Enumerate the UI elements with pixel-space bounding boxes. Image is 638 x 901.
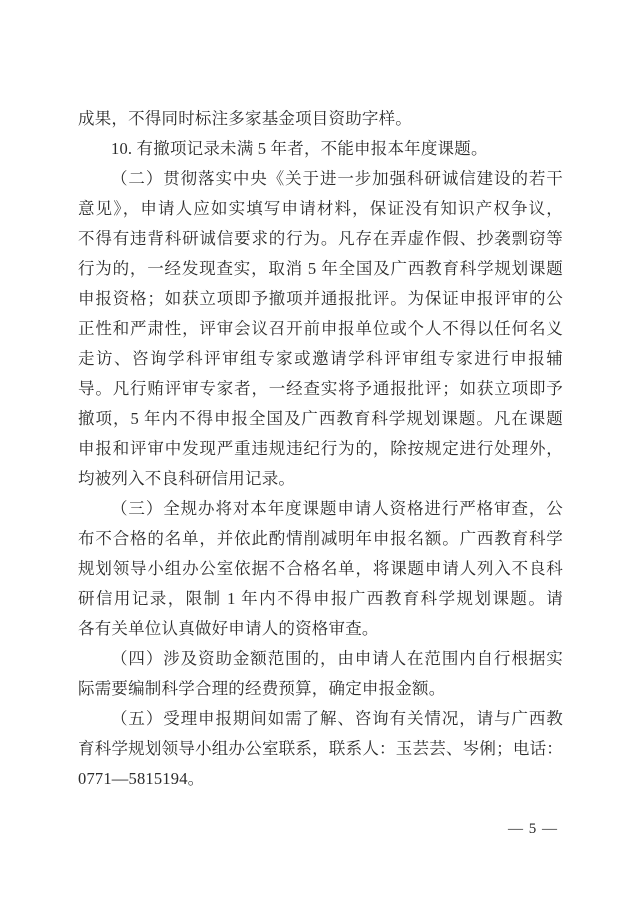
body-line: （二）贯彻落实中央《关于进一步加强科研诚信建设的若干 [111, 169, 563, 188]
body-line: 意见》，申请人应如实填写申请材料，保证没有知识产权争议， [78, 199, 563, 218]
paragraph-continuation [78, 104, 563, 134]
body-line: 10. 有撤项记录未满 5 年者，不能申报本年度课题。 [111, 139, 488, 158]
page-number: — 5 — [508, 821, 558, 837]
body-line: 各有关单位认真做好申请人的资格审查。 [78, 619, 379, 638]
body-line: （四）涉及资助金额范围的，由申请人在范围内自行根据实 [111, 649, 563, 668]
body-text [78, 104, 563, 794]
body-line: 际需要编制科学合理的经费预算，确定申报金额。 [78, 679, 446, 698]
body-line: 申报和评审中发现严重违规违纪行为的，除按规定进行处理外， [78, 439, 563, 458]
body-line: 均被列入不良科研信用记录。 [78, 469, 296, 488]
body-line: 布不合格的名单，并依此酌情削减明年申报名额。广西教育科学 [78, 529, 563, 548]
body-line: 申报资格；如获立项即予撤项并通报批评。为保证申报评审的公 [78, 289, 563, 308]
body-line: 正性和严肃性，评审会议召开前申报单位或个人不得以任何名义 [78, 319, 563, 338]
body-line: 撤项，5 年内不得申报全国及广西教育科学规划课题。凡在课题 [78, 409, 563, 428]
body-line: 不得有违背科研诚信要求的行为。凡存在弄虚作假、抄袭剽窃等 [78, 229, 563, 248]
paragraph-section-4 [78, 644, 563, 704]
paragraph-section-3 [78, 494, 563, 644]
body-line: 行为的，一经发现查实，取消 5 年全国及广西教育科学规划课题 [78, 259, 563, 278]
body-line: 0771—5815194。 [78, 769, 205, 788]
body-line: （五）受理申报期间如需了解、咨询有关情况，请与广西教 [111, 709, 563, 728]
paragraph-section-2 [78, 164, 563, 494]
body-line: 研信用记录，限制 1 年内不得申报广西教育科学规划课题。请 [78, 589, 563, 608]
paragraph-item-10 [78, 134, 563, 164]
paragraph-section-5 [78, 704, 563, 794]
body-line: 育科学规划领导小组办公室联系，联系人：玉芸芸、岑俐；电话： [78, 739, 563, 758]
body-line: 导。凡行贿评审专家者，一经查实将予通报批评；如获立项即予 [78, 379, 563, 398]
body-line: 走访、咨询学科评审组专家或邀请学科评审组专家进行申报辅 [78, 349, 563, 368]
body-line: 成果，不得同时标注多家基金项目资助字样。 [78, 109, 412, 128]
body-line: 规划领导小组办公室依据不合格名单，将课题申请人列入不良科 [78, 559, 563, 578]
body-line: （三）全规办将对本年度课题申请人资格进行严格审查，公 [111, 499, 563, 518]
